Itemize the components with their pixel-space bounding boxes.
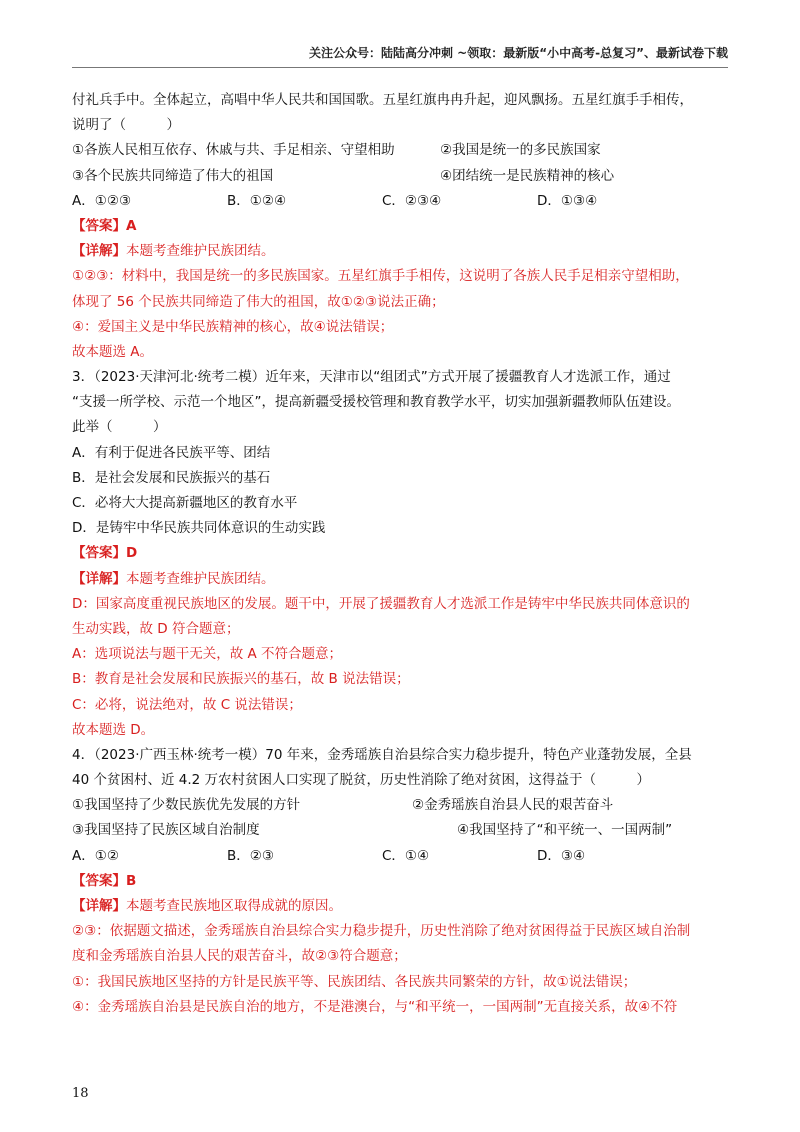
page-header [72, 44, 728, 68]
q2-stem-line2: 说明了（ ） [72, 117, 180, 134]
q4-explanation-line4: ④：金秀瑶族自治县是民族自治的地方，不是港澳台，与“和平统一，一国两制”无直接关系，故④不符 [72, 998, 678, 1015]
q3-answer [72, 541, 728, 566]
q2-detail [72, 239, 728, 264]
q2-choice-c: C．②③④ [382, 192, 442, 209]
answer-value: B [126, 872, 137, 889]
q4-option-1: ①我国坚持了少数民族优先发展的方针 [72, 797, 301, 814]
q2-option-4: ④团结统一是民族精神的核心 [440, 167, 615, 184]
q2-conclusion: 故本题选 A。 [72, 343, 154, 360]
detail-label: 【详解】 [72, 243, 126, 260]
q4-options-row2 [72, 818, 728, 843]
detail-text: 本题考查民族地区取得成就的原因。 [126, 898, 342, 914]
q3-explanation-line5: C：必将，说法绝对，故 C 说法错误； [72, 696, 302, 713]
q3-conclusion: 故本题选 D。 [72, 721, 155, 738]
detail-text: 本题考查维护民族团结。 [126, 570, 275, 587]
answer-label: 【答案】 [72, 545, 126, 562]
q3-choice-a: A．有利于促进各民族平等、团结 [72, 444, 271, 461]
q4-explanation-line2: 度和金秀瑶族自治县人民的艰苦奋斗，故②③符合题意； [72, 948, 407, 965]
q3-detail [72, 567, 728, 592]
q3-stem-line3: 此举（ ） [72, 419, 167, 436]
answer-value: D [126, 545, 138, 562]
q2-choice-d: D．①③④ [537, 192, 598, 209]
q2-options-row1 [72, 138, 728, 163]
q3-stem-line1: 3．（2023·天津河北·统考二模）近年来，天津市以“组团式”方式开展了援疆教育人才选派工作，通过 [72, 369, 671, 386]
q4-options-row1 [72, 793, 728, 818]
q2-answer [72, 214, 728, 239]
answer-label: 【答案】 [72, 217, 126, 234]
q4-choice-a: A．①② [72, 847, 119, 864]
q4-explanation-line1: ②③：依据题文描述，金秀瑶族自治县综合实力稳步提升，历史性消除了绝对贫困得益于民族区域自治制 [72, 923, 691, 940]
q2-choice-a: A．①②③ [72, 192, 132, 209]
q3-explanation-line4: B：教育是社会发展和民族振兴的基石，故 B 说法错误； [72, 671, 410, 688]
q4-stem-line1: 4．（2023·广西玉林·统考一模）70 年来，金秀瑶族自治县综合实力稳步提升，特色产业蓬勃发展，全县 [72, 746, 692, 763]
q4-option-2: ②金秀瑶族自治县人民的艰苦奋斗 [412, 797, 614, 814]
q2-stem-line1: 付礼兵手中。全体起立，高唱中华人民共和国国歌。五星红旗冉冉升起，迎风飘扬。五星红旗手手相传， [72, 92, 693, 108]
q4-choices [72, 844, 728, 869]
q4-choice-b: B．②③ [227, 847, 274, 864]
q2-option-2: ②我国是统一的多民族国家 [440, 142, 601, 159]
answer-value: A [126, 217, 137, 234]
q2-option-3: ③各个民族共同缔造了伟大的祖国 [72, 167, 274, 184]
q4-detail [72, 894, 728, 919]
q4-option-4: ④我国坚持了“和平统一、一国两制” [457, 822, 673, 839]
answer-label: 【答案】 [72, 872, 126, 889]
page-number: 18 [72, 1086, 89, 1101]
page-content [72, 88, 728, 1020]
q3-explanation-line1: D：国家高度重视民族地区的发展。题干中，开展了援疆教育人才选派工作是铸牢中华民族共同体意识的 [72, 595, 690, 612]
q2-option-1: ①各族人民相互依存、休戚与共、手足相亲、守望相助 [72, 142, 395, 159]
q3-choice-c: C．必将大大提高新疆地区的教育水平 [72, 495, 298, 511]
q2-choice-b: B．①②④ [227, 192, 287, 209]
q4-choice-c: C．①④ [382, 847, 430, 864]
q4-option-3: ③我国坚持了民族区域自治制度 [72, 822, 260, 839]
q2-explanation-line1: ①②③：材料中，我国是统一的多民族国家。五星红旗手手相传，这说明了各族人民手足相亲守望相助， [72, 268, 689, 285]
detail-text: 本题考查维护民族团结。 [126, 243, 275, 260]
q4-stem-line2: 40 个贫困村、近 4.2 万农村贫困人口实现了脱贫，历史性消除了绝对贫困，这得益于（ ） [72, 772, 651, 789]
q4-choice-d: D．③④ [537, 847, 586, 864]
q3-choice-b: B．是社会发展和民族振兴的基石 [72, 469, 271, 486]
q2-options-row2 [72, 164, 728, 189]
q4-answer [72, 869, 728, 894]
q4-explanation-line3: ①：我国民族地区坚持的方针是民族平等、民族团结、各民族共同繁荣的方针，故①说法错误； [72, 973, 637, 990]
q3-stem-line2: “支援一所学校、示范一个地区”，提高新疆受援校管理和教育教学水平，切实加强新疆教师队伍建设。 [72, 394, 680, 411]
q2-explanation-line2: 体现了 56 个民族共同缔造了伟大的祖国，故①②③说法正确； [72, 293, 445, 310]
q2-explanation-line3: ④：爱国主义是中华民族精神的核心，故④说法错误； [72, 318, 394, 335]
q3-explanation-line2: 生动实践，故 D 符合题意； [72, 620, 240, 637]
detail-label: 【详解】 [72, 898, 126, 914]
q3-choice-d: D．是铸牢中华民族共同体意识的生动实践 [72, 520, 326, 537]
detail-label: 【详解】 [72, 570, 126, 587]
q2-choices [72, 189, 728, 214]
header-text: 关注公众号：陆陆高分冲刺 ~领取：最新版“小中高考-总复习”、最新试卷下载 [309, 46, 728, 60]
q3-explanation-line3: A：选项说法与题干无关，故 A 不符合题意； [72, 646, 343, 663]
